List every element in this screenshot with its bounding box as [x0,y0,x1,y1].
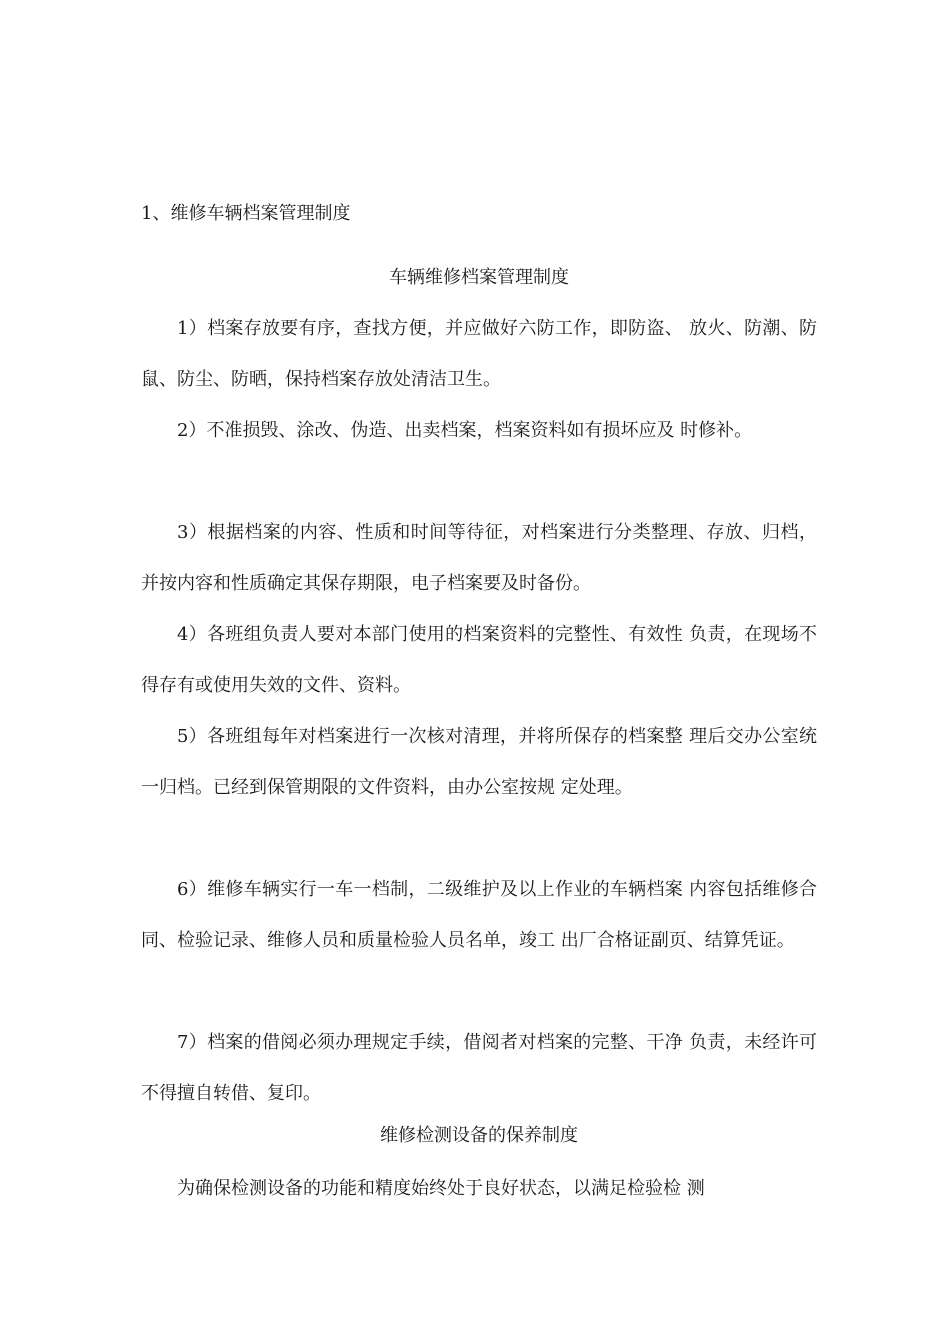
section-heading: 1、维修车辆档案管理制度 [141,203,351,224]
document-title-equipment: 维修检测设备的保养制度 [380,1125,578,1146]
paragraph-7: 7）档案的借阅必须办理规定手续，借阅者对档案的完整、干净 负责，未经许可不得擅自转借、复印。 [141,1032,817,1104]
paragraph-6: 6）维修车辆实行一车一档制，二级维护及以上作业的车辆档案 内容包括维修合同、检验记录、维修人员和质量检验人员名单，竣工 出厂合格证副页、结算凭证。 [141,879,817,951]
paragraph-8: 为确保检测设备的功能和精度始终处于良好状态，以满足检验检 测 [177,1178,705,1199]
paragraph-4: 4）各班组负责人要对本部门使用的档案资料的完整性、有效性 负责，在现场不得存有或使用失效的文件、资料。 [141,624,817,696]
paragraph-3: 3）根据档案的内容、性质和时间等待征，对档案进行分类整理、存放、归档，并按内容和性质确定其保存期限，电子档案要及时备份。 [141,522,817,594]
document-title-archive: 车辆维修档案管理制度 [389,267,569,288]
paragraph-2: 2）不准损毁、涂改、伪造、出卖档案，档案资料如有损坏应及 时修补。 [177,420,753,441]
document-page [141,0,817,1344]
paragraph-1: 1）档案存放要有序，查找方便，并应做好六防工作，即防盗、 放火、防潮、防鼠、防尘、防晒，保持档案存放处清洁卫生。 [141,318,817,390]
paragraph-5: 5）各班组每年对档案进行一次核对清理，并将所保存的档案整 理后交办公室统一归档。已经到保管期限的文件资料，由办公室按规 定处理。 [141,726,817,798]
